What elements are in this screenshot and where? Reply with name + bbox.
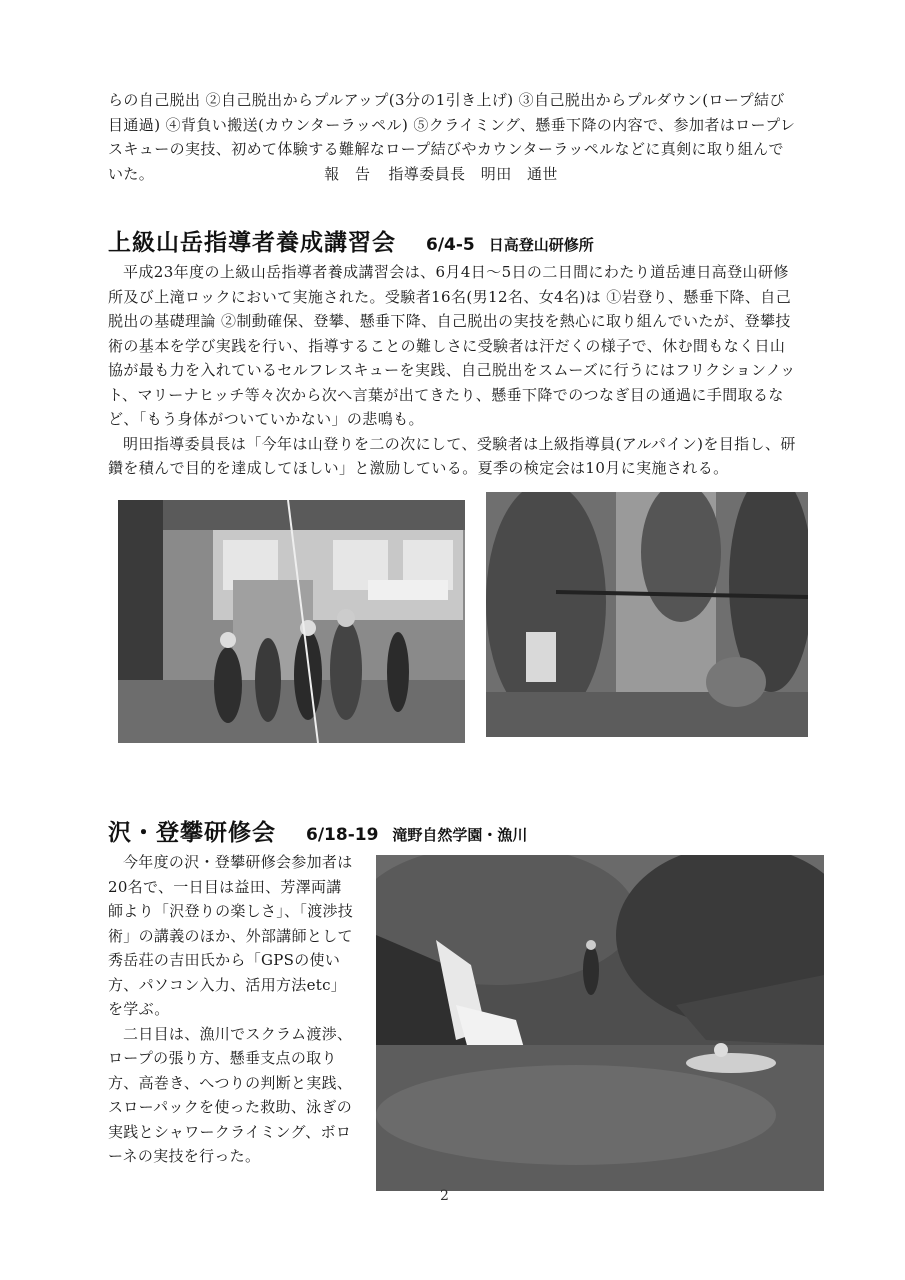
section1-paragraph-2: 明田指導委員長は「今年は山登りを二の次にして、受験者は上級指導員(アルパイン)を目指し、研鑽を積んで目的を達成してほしい」と激励している。夏季の検定会は10月に実施される。	[108, 434, 796, 477]
reporter-name: 指導委員長 明田 通世	[388, 164, 558, 183]
section-title: 上級山岳指導者養成講習会	[108, 230, 396, 256]
section2-paragraph-2: 二日目は、漁川でスクラム渡渉、ロープの張り方、懸垂支点の取り方、高巻き、へつりの判断と実践、スローパックを使った救助、泳ぎの実践とシャワークライミング、ボローネの実技を行った。	[108, 1024, 353, 1165]
intro-text: らの自己脱出 ②自己脱出からプルアップ(3分の1引き上げ) ③自己脱出からプルダウン(ロープ結び目通過) ④背負い搬送(カウンターラッペル) ⑤クライミング、懸垂下降の内容で、参加者はロープレスキューの実技、初めて体験する難解なロープ結びやカウンターラッペルなどに真剣に取り組んでいた。	[108, 91, 796, 183]
section2-paragraph-1: 今年度の沢・登攀研修会参加者は20名で、一日目は益田、芳澤両講師より「沢登りの楽しさ」、「渡渉技術」の講義のほか、外部講師として秀岳荘の吉田氏から「GPSの使い方、パソコン入力、活用方法etc」を学ぶ。	[108, 853, 354, 1018]
report-signature	[324, 162, 576, 187]
section-heading-stream-climbing	[108, 814, 527, 847]
section-heading-advanced-course	[108, 224, 594, 257]
section-title: 沢・登攀研修会	[108, 820, 276, 846]
page-number: 2	[440, 1188, 449, 1204]
section-date: 6/4-5	[426, 235, 475, 255]
section-place: 滝野自然学園・漁川	[392, 826, 528, 844]
section-date: 6/18-19	[306, 825, 379, 845]
photo-waterfall-pool	[376, 855, 824, 1191]
intro-paragraph	[108, 88, 798, 186]
photo-gym-climbing-wall	[118, 500, 465, 743]
section-place: 日高登山研修所	[488, 236, 594, 254]
section2-body	[108, 850, 354, 1169]
section1-body	[108, 260, 798, 481]
photo-rope-rescue-practice	[486, 492, 808, 737]
report-label: 報 告	[324, 164, 371, 183]
section1-paragraph-1: 平成23年度の上級山岳指導者養成講習会は、6月4日～5日の二日間にわたり道岳連日高登山研修所及び上滝ロックにおいて実施された。受験者16名(男12名、女4名)は ①岩登り、懸垂下降、自己脱出の基礎理論 ②制動確保、登攀、懸垂下降、自己脱出の実技を熱心に取り組んでいたが、登攀技術の基本を学び実践を行い、指導することの難しさに受験者は汗だくの様子で、休む間もなく日山協が最も力を入れているセルフレスキューを実践、自己脱出をスムーズに行うにはフリクションノット、マリーナヒッチ等々次から次へ言葉が出てきたり、懸垂下降でのつなぎ目の通過に手間取るなど、「もう身体がついていかない」の悲鳴も。	[108, 263, 796, 428]
